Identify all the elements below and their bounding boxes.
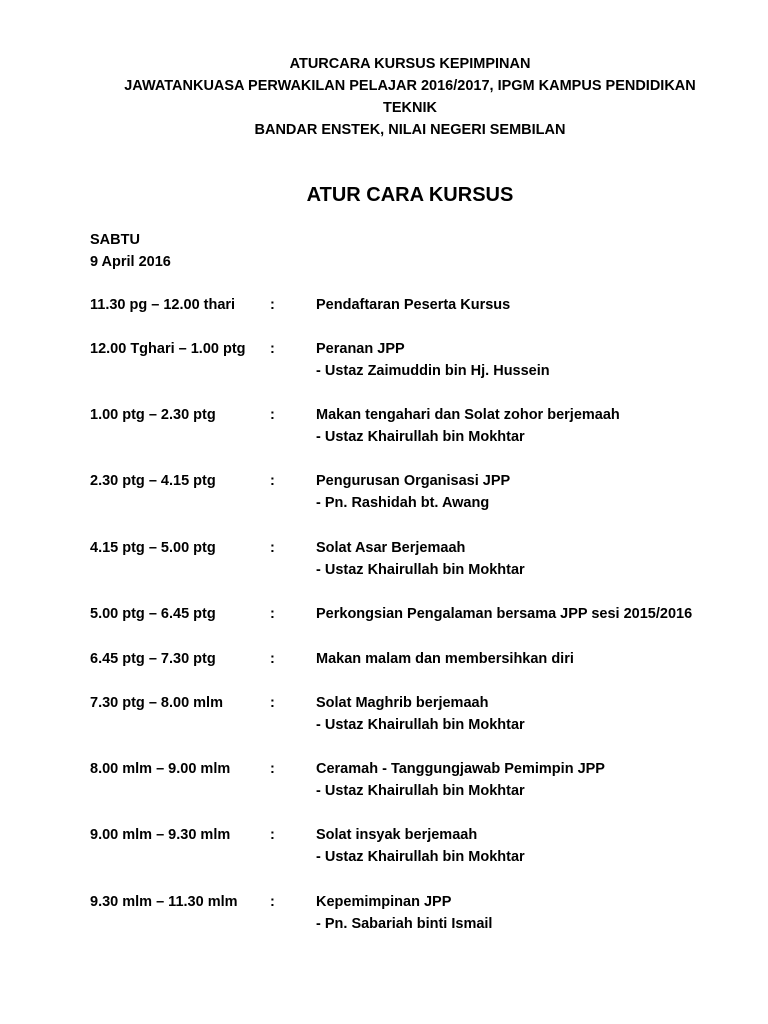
schedule-speaker: - Ustaz Khairullah bin Mokhtar [316, 429, 525, 445]
schedule-separator: : [270, 894, 275, 910]
schedule-speaker: - Ustaz Khairullah bin Mokhtar [316, 849, 525, 865]
header-line-4: BANDAR ENSTEK, NILAI NEGERI SEMBILAN [254, 122, 566, 138]
schedule-activity-block [316, 692, 525, 736]
schedule-separator: : [270, 761, 275, 777]
schedule-separator: : [270, 473, 275, 489]
schedule-time: 11.30 pg – 12.00 thari [90, 297, 236, 313]
document-header [90, 53, 730, 141]
header-line-3: TEKNIK [383, 100, 437, 116]
schedule-separator: : [270, 827, 275, 843]
schedule-speaker: - Ustaz Khairullah bin Mokhtar [316, 717, 525, 733]
schedule-activity-block [316, 824, 525, 868]
schedule-activity-block [316, 404, 620, 448]
schedule-speaker: - Ustaz Khairullah bin Mokhtar [316, 783, 525, 799]
schedule-separator: : [270, 297, 275, 313]
schedule-activity-block [316, 603, 692, 625]
header-line-1: ATURCARA KURSUS KEPIMPINAN [289, 56, 531, 72]
schedule-time: 9.30 mlm – 11.30 mlm [90, 894, 238, 910]
schedule-activity-block [316, 648, 574, 670]
schedule-activity: Pendaftaran Peserta Kursus [316, 297, 511, 313]
schedule-time: 4.15 ptg – 5.00 ptg [90, 540, 216, 556]
schedule-separator: : [270, 407, 275, 423]
schedule-activity-block [316, 537, 525, 581]
schedule-separator: : [270, 606, 275, 622]
schedule-activity-block [316, 338, 550, 382]
schedule-time: 12.00 Tghari – 1.00 ptg [90, 341, 246, 357]
schedule-activity-block [316, 294, 510, 316]
day-date: 9 April 2016 [90, 254, 171, 270]
schedule-time: 5.00 ptg – 6.45 ptg [90, 606, 216, 622]
schedule-time: 9.00 mlm – 9.30 mlm [90, 827, 231, 843]
schedule-speaker: - Ustaz Khairullah bin Mokhtar [316, 562, 525, 578]
schedule-time: 6.45 ptg – 7.30 ptg [90, 651, 216, 667]
header-line-2: JAWATANKUASA PERWAKILAN PELAJAR 2016/2017, IPGM KAMPUS PENDIDIKAN [124, 78, 696, 94]
schedule-separator: : [270, 651, 275, 667]
schedule-activity-block [316, 470, 510, 514]
schedule-speaker: - Ustaz Zaimuddin bin Hj. Hussein [316, 363, 550, 379]
schedule-speaker: - Pn. Rashidah bt. Awang [316, 495, 490, 511]
schedule-activity: Kepemimpinan JPP [316, 894, 452, 910]
schedule-time: 2.30 ptg – 4.15 ptg [90, 473, 216, 489]
schedule-activity-block [316, 891, 492, 935]
schedule-speaker: - Pn. Sabariah binti Ismail [316, 916, 493, 932]
schedule-time: 8.00 mlm – 9.00 mlm [90, 761, 231, 777]
page-title: ATUR CARA KURSUS [306, 184, 514, 206]
schedule-activity: Peranan JPP [316, 341, 405, 357]
schedule-activity: Pengurusan Organisasi JPP [316, 473, 511, 489]
schedule-time: 7.30 ptg – 8.00 mlm [90, 695, 223, 711]
schedule-separator: : [270, 341, 275, 357]
schedule-time: 1.00 ptg – 2.30 ptg [90, 407, 216, 423]
schedule-activity: Ceramah - Tanggungjawab Pemimpin JPP [316, 761, 605, 777]
schedule-activity: Makan tengahari dan Solat zohor berjemaah [316, 407, 620, 423]
schedule-separator: : [270, 695, 275, 711]
schedule-activity: Solat insyak berjemaah [316, 827, 478, 843]
day-block [90, 229, 171, 273]
schedule-activity: Perkongsian Pengalaman bersama JPP sesi 2015/2016 [316, 606, 693, 622]
schedule-separator: : [270, 540, 275, 556]
day-name: SABTU [90, 232, 140, 248]
schedule-activity-block [316, 758, 605, 802]
schedule-activity: Solat Maghrib berjemaah [316, 695, 489, 711]
schedule-activity: Makan malam dan membersihkan diri [316, 651, 574, 667]
schedule-activity: Solat Asar Berjemaah [316, 540, 466, 556]
